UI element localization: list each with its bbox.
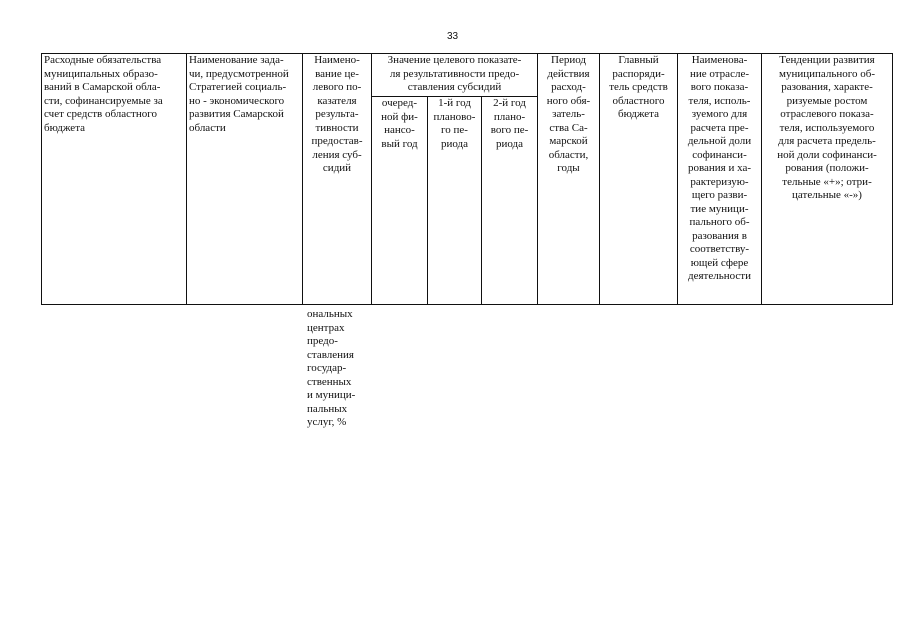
- subcol-header-plan-year-2: [482, 97, 538, 305]
- text-line: муниципального об-: [778, 67, 875, 80]
- text-line: Наименова-: [691, 54, 748, 66]
- text-line: счет средств областного: [44, 108, 157, 120]
- text-line: Наименование зада-: [189, 54, 284, 66]
- text-line: предо-: [307, 335, 338, 347]
- text-line: действия: [547, 67, 590, 80]
- col-header-task: [187, 54, 303, 305]
- col-header-target-value: [372, 54, 538, 97]
- text-line: муниципальных образо-: [44, 67, 158, 80]
- text-line: расчета пре-: [690, 121, 749, 134]
- text-line: услуг, %: [307, 416, 347, 428]
- text-line: зуемого для: [691, 108, 748, 120]
- text-line: Наимено-: [314, 54, 360, 66]
- text-line: государ-: [307, 362, 347, 374]
- text-line: области: [189, 121, 226, 134]
- text-line: вый год: [381, 137, 418, 150]
- text-line: тивности: [315, 121, 359, 134]
- col-header-sector-indicator: [678, 54, 762, 305]
- text-line: распоряди-: [612, 67, 665, 80]
- col-header-period: [538, 54, 600, 305]
- text-line: теля, исполь-: [688, 94, 751, 107]
- text-line: ставления субсидий: [407, 81, 502, 93]
- text-line: сидий: [322, 162, 352, 174]
- col-header-trends: [762, 54, 893, 305]
- text-line: развития Самарской: [189, 108, 284, 120]
- text-line: тельные «+»; отри-: [782, 175, 872, 188]
- text-line: бюджета: [44, 121, 86, 134]
- text-line: тель средств: [609, 81, 668, 93]
- text-line: чи, предусмотренной: [189, 67, 289, 80]
- text-line: Значение целевого показате-: [387, 54, 522, 66]
- text-line: ственных: [307, 375, 352, 388]
- text-line: плано-: [493, 110, 526, 123]
- text-line: центрах: [307, 321, 345, 334]
- text-line: отраслевого показа-: [780, 108, 874, 120]
- text-line: пального об-: [689, 216, 750, 228]
- text-line: разования, характе-: [781, 81, 873, 93]
- text-line: теля, используемого: [779, 121, 875, 134]
- text-line: ние отрасле-: [689, 67, 749, 80]
- text-line: деятельности: [688, 270, 751, 282]
- text-line: области,: [548, 148, 589, 161]
- text-line: ства Са-: [549, 121, 588, 134]
- text-line: ризуемые ростом: [786, 94, 868, 107]
- text-line: ставления: [307, 348, 354, 361]
- text-line: сти, софинансируемые за: [44, 94, 163, 107]
- text-line: Стратегией социаль-: [189, 81, 287, 93]
- subcol-header-current-year: [372, 97, 428, 305]
- text-line: нансо-: [384, 124, 415, 136]
- text-line: для расчета предель-: [778, 135, 876, 147]
- text-line: го пе-: [441, 124, 468, 136]
- text-line: и муници-: [307, 389, 356, 401]
- text-line: марской: [549, 135, 588, 147]
- text-line: пальных: [307, 402, 348, 415]
- text-line: риода: [495, 137, 524, 150]
- text-line: ной доли софинанси-: [777, 148, 877, 161]
- text-line: ления суб-: [312, 148, 362, 161]
- text-line: областного: [612, 94, 665, 107]
- text-line: ля результативности предо-: [389, 67, 520, 80]
- text-line: вого показа-: [690, 81, 749, 93]
- text-line: ющей сфере: [690, 256, 749, 269]
- text-line: предостав-: [311, 135, 363, 147]
- subsidy-table: [41, 53, 893, 305]
- text-line: риода: [440, 137, 469, 150]
- text-line: бюджета: [617, 108, 659, 120]
- text-line: планово-: [433, 110, 476, 123]
- text-line: но - экономического: [189, 94, 285, 107]
- col-header-indicator: [303, 54, 372, 305]
- text-line: вание це-: [315, 67, 359, 80]
- text-line: расход-: [551, 81, 586, 93]
- text-line: разования в: [692, 229, 747, 242]
- text-line: рактеризую-: [690, 175, 749, 188]
- text-line: левого по-: [312, 81, 362, 93]
- text-line: тие муници-: [690, 202, 749, 215]
- text-line: дельной доли: [687, 135, 752, 147]
- text-line: щего разви-: [691, 189, 748, 201]
- page-number: 33: [446, 31, 459, 42]
- text-line: Главный: [618, 54, 659, 66]
- text-line: цательные «-»): [792, 189, 862, 201]
- text-line: софинанси-: [692, 148, 747, 161]
- subcol-header-plan-year-1: [428, 97, 482, 305]
- text-line: 1-й год: [438, 97, 471, 109]
- text-line: Расходные обязательства: [44, 54, 162, 66]
- text-line: годы: [557, 162, 580, 174]
- indicator-continuation-text: [307, 308, 369, 430]
- text-line: ваний в Самарской обла-: [44, 81, 161, 93]
- text-line: вого пе-: [490, 124, 529, 136]
- text-line: рования (положи-: [785, 162, 869, 174]
- text-line: ональных: [307, 308, 353, 320]
- text-line: Тенденции развития: [779, 54, 875, 66]
- text-line: затель-: [552, 108, 585, 120]
- text-line: результа-: [315, 108, 359, 120]
- text-line: ного обя-: [546, 94, 591, 107]
- col-header-manager: [600, 54, 678, 305]
- text-line: рования и ха-: [687, 162, 752, 174]
- text-line: Период: [551, 54, 586, 66]
- text-line: казателя: [317, 94, 357, 107]
- text-line: очеред-: [381, 97, 418, 109]
- text-line: ной фи-: [381, 110, 418, 123]
- col-header-obligations: [42, 54, 187, 305]
- text-line: соответству-: [689, 243, 750, 255]
- text-line: 2-й год: [493, 97, 526, 109]
